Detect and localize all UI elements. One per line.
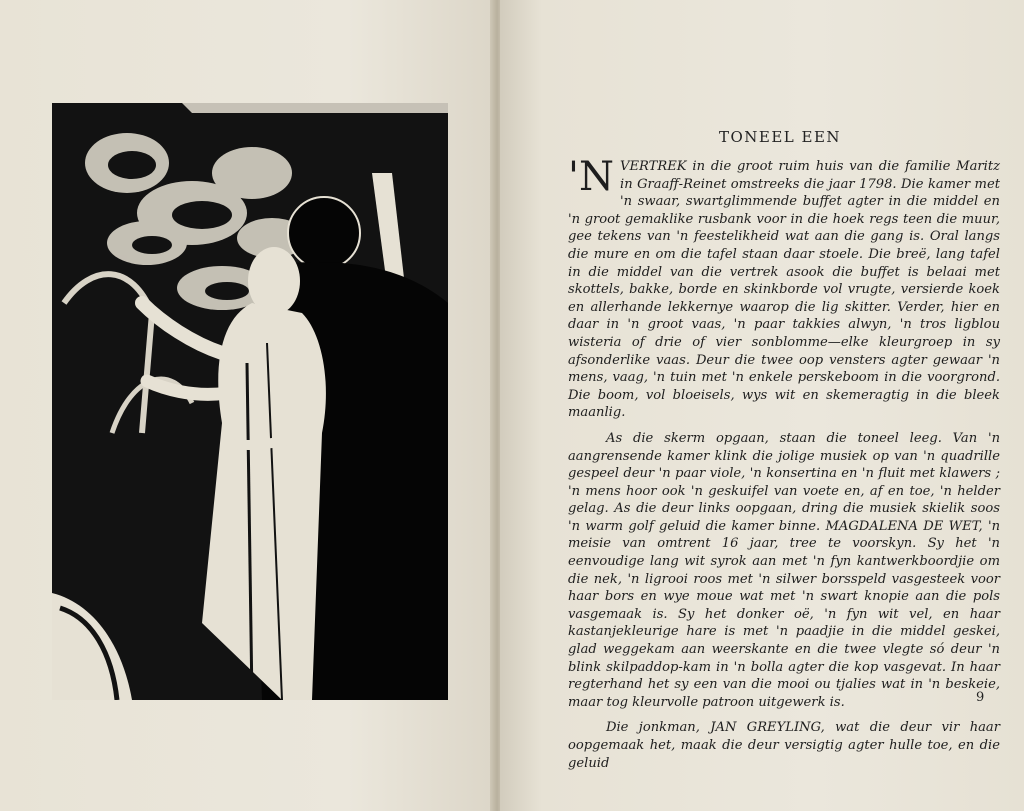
drop-cap: 'N [568,154,614,200]
paragraph-1-text: VERTREK in die groot ruim huis van die familie Maritz in Graaff-Reinet omstreeks die jaar 1798. Die kamer met 'n swaar, swartglimmende buffet agter in die middel en 'n groot gemaklike rusbank voor in die hoek regs teen die muur, gee tekens van 'n feestelikheid wat aan die gang is. Oral langs die mure en om die tafel staan daar stoele. Die breë, lang tafel in die middel van die vertrek asook die buffet is belaai met skottels, bakke, borde en skinkborde vol vrugte, versierde koek en allerhande lekkernye waarop die lig skitter. Verder, hier en daar in 'n groot vaas, 'n paar takkies alwyn, 'n tros ligblou wisteria of drie of vier sonblomme—elke kleurgroep in sy afsonderlike vaas. Deur die twee oop vensters agter gewaar 'n mens, vaag, 'n tuin met 'n enkele perskeboom in die voorgrond. Die boom, vol bloeisels, wys wit en skemeragtig in die bleek maanlig. [568,159,1000,421]
paragraph-2: As die skerm opgaan, staan die toneel leeg. Van 'n aangrensende kamer klink die jolige musiek op van 'n quadrille gespeel deur 'n paar viole, 'n konsertina en 'n fluit met klawers ; 'n mens hoor ook 'n geskuifel van voete en, af en toe, 'n helder gelag. As die deur links oopgaan, dring die musiek skielik soos 'n warm golf geluid die kamer binne. MAGDALENA DE WET, 'n meisie van omtrent 16 jaar, tree te voorskyn. Sy het 'n eenvoudige lang wit syrok aan met 'n fyn kantwerkboordjie om die nek, 'n ligrooi roos met 'n silwer borsspeld vasgesteek voor haar bors en wye moue wat met 'n swart knopie aan die pols vasgemaak is. Sy het donker oë, 'n fyn wit vel, en haar kastanjekleurige hare is met 'n paadjie in die middel geskei, glad weggekam aan weerskante en die twee vlegte só deur 'n blink skilpaddop-kam in 'n bolla agter die kop vasgevat. In haar regterhand het sy een van die mooi ou tjalies wat in 'n beskeie, maar tog kleurvolle patroon uitgewerk is. [568,430,1000,710]
left-page [0,0,496,811]
woodcut-illustration [52,103,448,700]
illustration-art [52,103,448,700]
scene-text [568,154,1000,772]
paragraph-3: Die jonkman, JAN GREYLING, wat die deur vir haar oopgemaak het, maak die deur versigtig agter hulle toe, en die geluid [568,720,1000,771]
page-number: 9 [976,690,985,705]
paragraph-1 [568,154,1000,422]
scene-heading: TONEEL EEN [718,128,842,146]
